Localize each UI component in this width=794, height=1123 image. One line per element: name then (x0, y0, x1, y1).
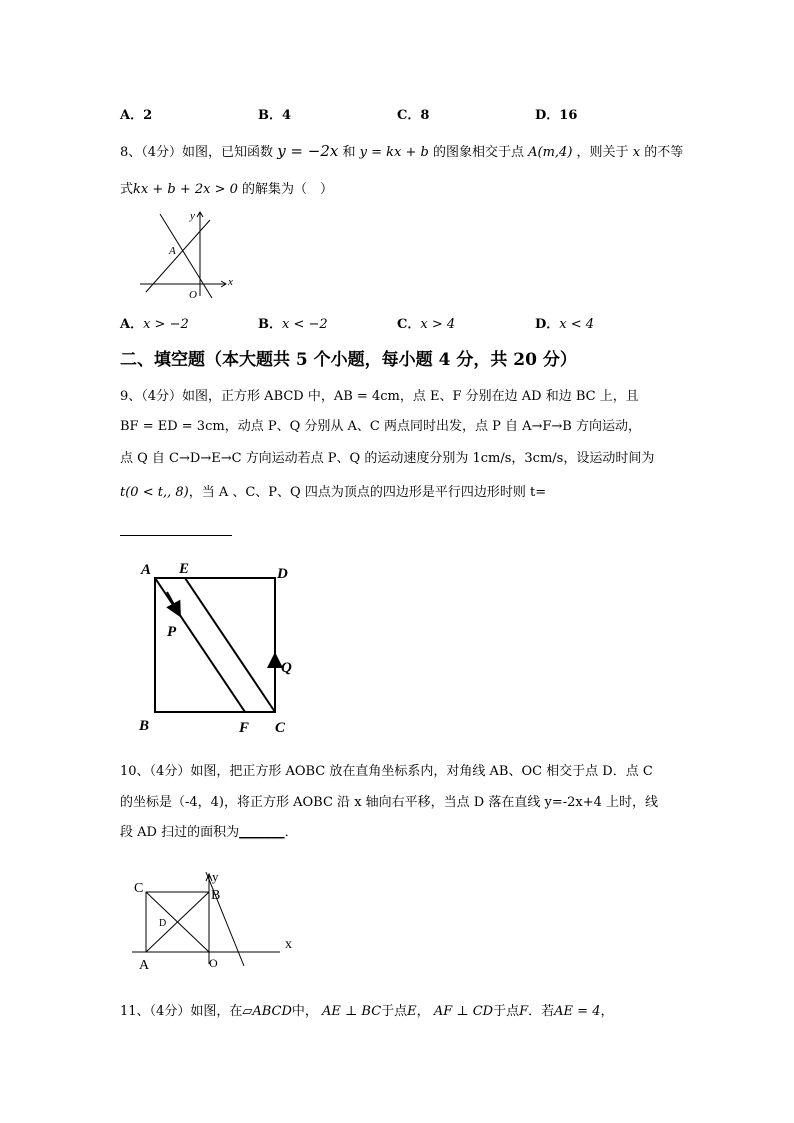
q8-option-a: A．x > −2 (120, 317, 189, 332)
label-a: A (139, 958, 150, 973)
label-d: D (159, 918, 167, 929)
x-label: x (228, 276, 233, 288)
square-abcd (155, 578, 275, 712)
point-a-label: A (169, 245, 176, 257)
q10-line-2: 的坐标是（-4，4)，将正方形 AOBC 沿 x 轴向右平移，当点 D 落在直线 y=-2x+4 上时，线 (120, 795, 659, 810)
segment-af (155, 578, 245, 712)
q8-option-c: C．x > 4 (397, 317, 456, 332)
label-o: O (209, 956, 218, 970)
q9-square-figure (135, 556, 305, 736)
q11-line-1: 11、（4分）如图，在▱ABCD中， AE ⊥ BC于点E， AF ⊥ CD于点F．若AE = 4， (120, 1004, 614, 1019)
label-y: y (212, 869, 219, 884)
q8-option-d: D．x < 4 (535, 317, 595, 332)
q9-line-4: t(0 < t,, 8)，当 A 、C、P、Q 四点为顶点的四边形是平行四边形时则 t= (120, 485, 547, 500)
label-f: F (239, 720, 250, 736)
label-e: E (179, 561, 190, 577)
q7-option-b: B．4 (258, 108, 292, 123)
label-c: C (134, 881, 144, 896)
label-a: A (141, 562, 152, 578)
label-q: Q (281, 660, 292, 676)
q9-answer-blank (120, 535, 232, 536)
q7-option-a: A．2 (120, 108, 153, 123)
segment-ec (185, 578, 275, 712)
label-c: C (275, 720, 286, 736)
arrow-p-icon (167, 592, 179, 614)
y-label: y (190, 210, 195, 222)
label-x: x (285, 937, 292, 952)
q8-line-2: 式kx + b + 2x > 0 的解集为（ ） (120, 182, 334, 197)
q10-coordinate-figure (128, 868, 308, 974)
section-2-title: 二、填空题（本大题共 5 个小题，每小题 4 分，共 20 分） (120, 350, 577, 370)
label-p: P (167, 624, 177, 640)
label-d: D (277, 566, 288, 582)
q9-line-2: BF = ED = 3cm，动点 P、Q 分别从 A、C 两点同时出发，点 P 自 A→F→B 方向运动， (120, 419, 641, 434)
q9-line-3: 点 Q 自 C→D→E→C 方向运动若点 P、Q 的运动速度分别为 1cm/s，3cm/s，设运动时间为 (120, 451, 655, 466)
label-b: B (139, 718, 150, 734)
origin-label: O (189, 289, 197, 301)
q10-line-3: 段 AD 扫过的面积为_______． (120, 825, 298, 840)
q8-option-b: B．x < −2 (258, 317, 328, 332)
q7-option-c: C．8 (397, 108, 430, 123)
q10-line-1: 10、（4分）如图，把正方形 AOBC 放在直角坐标系内，对角线 AB、OC 相交于点 D．点 C (120, 764, 653, 779)
q7-option-d: D．16 (535, 108, 578, 123)
label-b: B (211, 888, 221, 903)
q8-graph-figure (138, 206, 238, 301)
q8-line-1: 8、（4分）如图，已知函数 y = −2x 和 y = kx + b 的图象相交于点 A(m,4) ，则关于 x 的不等 (120, 142, 684, 160)
q9-line-1: 9、（4分）如图，正方形 ABCD 中，AB = 4cm，点 E、F 分别在边 AD 和边 BC 上，且 (120, 389, 639, 404)
